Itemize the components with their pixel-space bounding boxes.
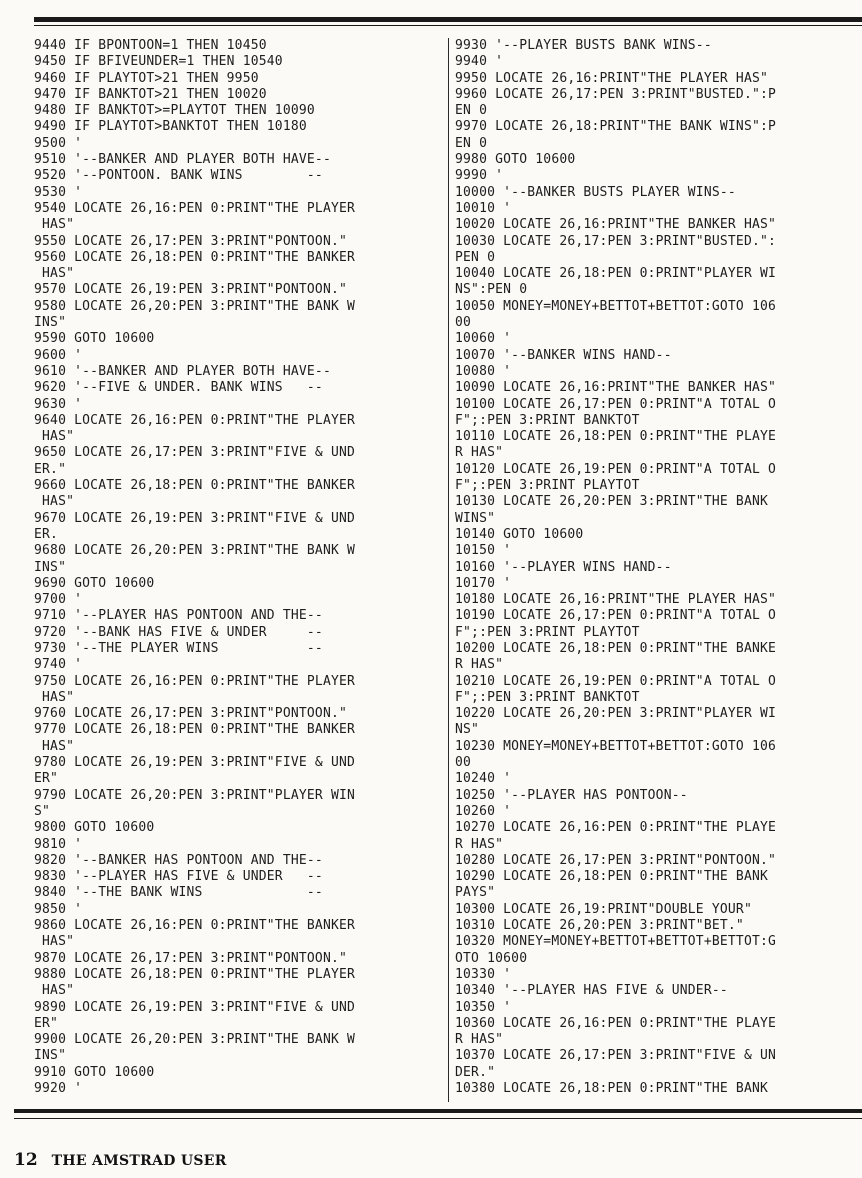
code-line: 9730 '--THE PLAYER WINS -- — [34, 640, 323, 656]
code-line: 10020 LOCATE 26,16:PRINT"THE BANKER HAS" — [455, 217, 777, 233]
code-line: 9670 LOCATE 26,19:PEN 3:PRINT"FIVE & UND — [34, 510, 356, 526]
code-line: 9600 ' — [34, 347, 83, 363]
code-line: 9760 LOCATE 26,17:PEN 3:PRINT"PONTOON." — [34, 706, 348, 722]
code-line: 9550 LOCATE 26,17:PEN 3:PRINT"PONTOON." — [34, 233, 348, 249]
listing-column-left — [34, 38, 444, 1097]
code-line: 00 — [455, 755, 472, 771]
code-line: 9820 '--BANKER HAS PONTOON AND THE-- — [34, 852, 323, 868]
code-line: F";:PEN 3:PRINT PLAYTOT — [455, 478, 640, 494]
code-line: 9590 GOTO 10600 — [34, 331, 155, 347]
code-line: 9580 LOCATE 26,20:PEN 3:PRINT"THE BANK W — [34, 298, 356, 314]
code-line: 10280 LOCATE 26,17:PEN 3:PRINT"PONTOON." — [455, 852, 777, 868]
code-line: 9480 IF BANKTOT>=PLAYTOT THEN 10090 — [34, 103, 315, 119]
code-line: OTO 10600 — [455, 950, 528, 966]
code-line: 10290 LOCATE 26,18:PEN 0:PRINT"THE BANK — [455, 869, 769, 885]
code-line: 9950 LOCATE 26,16:PRINT"THE PLAYER HAS" — [455, 70, 769, 86]
code-line: NS":PEN 0 — [455, 282, 528, 298]
code-line: 10030 LOCATE 26,17:PEN 3:PRINT"BUSTED.": — [455, 233, 777, 249]
code-line: ER. — [34, 526, 59, 542]
code-line: 10360 LOCATE 26,16:PEN 0:PRINT"THE PLAYE — [455, 1015, 777, 1031]
code-line: 10320 MONEY=MONEY+BETTOT+BETTOT+BETTOT:G — [455, 934, 777, 950]
code-line: 10250 '--PLAYER HAS PONTOON-- — [455, 787, 688, 803]
code-line: R HAS" — [455, 657, 504, 673]
code-line: 9640 LOCATE 26,16:PEN 0:PRINT"THE PLAYER — [34, 412, 356, 428]
code-line: 9530 ' — [34, 184, 83, 200]
code-line: PEN 0 — [455, 249, 496, 265]
code-line: 9510 '--BANKER AND PLAYER BOTH HAVE-- — [34, 152, 331, 168]
code-line: 9700 ' — [34, 592, 83, 608]
code-line: 10350 ' — [455, 999, 512, 1015]
code-line: 10000 '--BANKER BUSTS PLAYER WINS-- — [455, 184, 736, 200]
code-line: 9850 ' — [34, 901, 83, 917]
code-line: 10130 LOCATE 26,20:PEN 3:PRINT"THE BANK — [455, 494, 769, 510]
code-line: INS" — [34, 1048, 67, 1064]
code-line: 9860 LOCATE 26,16:PEN 0:PRINT"THE BANKER — [34, 918, 356, 934]
code-line: 10220 LOCATE 26,20:PEN 3:PRINT"PLAYER WI — [455, 706, 777, 722]
code-line: INS" — [34, 559, 67, 575]
code-line: HAS" — [34, 494, 75, 510]
code-line: 9800 GOTO 10600 — [34, 820, 155, 836]
code-line: 9460 IF PLAYTOT>21 THEN 9950 — [34, 70, 259, 86]
code-line: ER" — [34, 1015, 59, 1031]
code-line: 10340 '--PLAYER HAS FIVE & UNDER-- — [455, 983, 728, 999]
code-line: 9630 ' — [34, 396, 83, 412]
code-line: 9970 LOCATE 26,18:PRINT"THE BANK WINS":P — [455, 119, 777, 135]
code-line: R HAS" — [455, 836, 504, 852]
code-line: HAS" — [34, 983, 75, 999]
code-line: 10060 ' — [455, 331, 512, 347]
code-line: 10270 LOCATE 26,16:PEN 0:PRINT"THE PLAYE — [455, 820, 777, 836]
code-line: 9470 IF BANKTOT>21 THEN 10020 — [34, 86, 267, 102]
code-line: 10180 LOCATE 26,16:PRINT"THE PLAYER HAS" — [455, 592, 777, 608]
code-line: 9610 '--BANKER AND PLAYER BOTH HAVE-- — [34, 363, 331, 379]
code-line: NS" — [455, 722, 480, 738]
code-line: 9920 ' — [34, 1081, 83, 1096]
code-line: 00 — [455, 315, 472, 331]
code-line: 9790 LOCATE 26,20:PEN 3:PRINT"PLAYER WIN — [34, 787, 356, 803]
bottom-rule-thick — [14, 1109, 862, 1113]
code-line: EN 0 — [455, 135, 488, 151]
column-divider — [448, 38, 449, 1102]
code-line: 9890 LOCATE 26,19:PEN 3:PRINT"FIVE & UND — [34, 999, 356, 1015]
code-line: 10150 ' — [455, 543, 512, 559]
code-line: 9810 ' — [34, 836, 83, 852]
code-line: 9450 IF BFIVEUNDER=1 THEN 10540 — [34, 54, 283, 70]
code-line: 9830 '--PLAYER HAS FIVE & UNDER -- — [34, 869, 323, 885]
code-line: 9840 '--THE BANK WINS -- — [34, 885, 323, 901]
code-line: R HAS" — [455, 1032, 504, 1048]
code-line: 9570 LOCATE 26,19:PEN 3:PRINT"PONTOON." — [34, 282, 348, 298]
top-rule-thick — [34, 17, 862, 22]
code-line: 10210 LOCATE 26,19:PEN 0:PRINT"A TOTAL O — [455, 673, 777, 689]
code-line: ER." — [34, 461, 67, 477]
code-line: 10160 '--PLAYER WINS HAND-- — [455, 559, 672, 575]
code-line: 9900 LOCATE 26,20:PEN 3:PRINT"THE BANK W — [34, 1032, 356, 1048]
top-rule-thin — [34, 25, 862, 26]
code-line: WINS" — [455, 510, 496, 526]
code-line: 9910 GOTO 10600 — [34, 1064, 155, 1080]
code-line: 9520 '--PONTOON. BANK WINS -- — [34, 168, 323, 184]
code-line: 9500 ' — [34, 135, 83, 151]
publication-name: THE AMSTRAD USER — [51, 1153, 227, 1169]
code-line: HAS" — [34, 429, 75, 445]
code-line: 9440 IF BPONTOON=1 THEN 10450 — [34, 38, 267, 53]
page-footer — [14, 1150, 227, 1170]
code-line: 10330 ' — [455, 966, 512, 982]
code-line: HAS" — [34, 738, 75, 754]
code-line: 9660 LOCATE 26,18:PEN 0:PRINT"THE BANKER — [34, 478, 356, 494]
code-line: F";:PEN 3:PRINT BANKTOT — [455, 689, 640, 705]
listing-column-right — [455, 38, 859, 1097]
code-line: 9980 GOTO 10600 — [455, 152, 576, 168]
code-line: 9710 '--PLAYER HAS PONTOON AND THE-- — [34, 608, 323, 624]
code-line: 10300 LOCATE 26,19:PRINT"DOUBLE YOUR" — [455, 901, 752, 917]
code-line: 9650 LOCATE 26,17:PEN 3:PRINT"FIVE & UND — [34, 445, 356, 461]
code-line: 9690 GOTO 10600 — [34, 575, 155, 591]
code-line: 9870 LOCATE 26,17:PEN 3:PRINT"PONTOON." — [34, 950, 348, 966]
code-line: 9750 LOCATE 26,16:PEN 0:PRINT"THE PLAYER — [34, 673, 356, 689]
code-line: 9930 '--PLAYER BUSTS BANK WINS-- — [455, 38, 712, 53]
code-line: 10260 ' — [455, 803, 512, 819]
code-line: HAS" — [34, 934, 75, 950]
code-line: 9680 LOCATE 26,20:PEN 3:PRINT"THE BANK W — [34, 543, 356, 559]
code-line: PAYS" — [455, 885, 496, 901]
code-line: 10010 ' — [455, 200, 512, 216]
code-line: 10380 LOCATE 26,18:PEN 0:PRINT"THE BANK — [455, 1081, 769, 1096]
code-line: HAS" — [34, 689, 75, 705]
code-line: 10090 LOCATE 26,16:PRINT"THE BANKER HAS" — [455, 380, 777, 396]
code-line: 9990 ' — [455, 168, 504, 184]
code-line: 10240 ' — [455, 771, 512, 787]
code-line: 10080 ' — [455, 363, 512, 379]
code-line: 9770 LOCATE 26,18:PEN 0:PRINT"THE BANKER — [34, 722, 356, 738]
code-line: EN 0 — [455, 103, 488, 119]
code-line: 9740 ' — [34, 657, 83, 673]
code-line: 10170 ' — [455, 575, 512, 591]
code-line: 9560 LOCATE 26,18:PEN 0:PRINT"THE BANKER — [34, 249, 356, 265]
code-line: 10310 LOCATE 26,20:PEN 3:PRINT"BET." — [455, 918, 744, 934]
code-line: R HAS" — [455, 445, 504, 461]
code-line: 9880 LOCATE 26,18:PEN 0:PRINT"THE PLAYER — [34, 966, 356, 982]
code-line: 9540 LOCATE 26,16:PEN 0:PRINT"THE PLAYER — [34, 200, 356, 216]
code-line: 10200 LOCATE 26,18:PEN 0:PRINT"THE BANKE — [455, 640, 777, 656]
code-line: 10070 '--BANKER WINS HAND-- — [455, 347, 672, 363]
code-line: 10050 MONEY=MONEY+BETTOT+BETTOT:GOTO 106 — [455, 298, 777, 314]
code-line: DER." — [455, 1064, 496, 1080]
code-line: 10190 LOCATE 26,17:PEN 0:PRINT"A TOTAL O — [455, 608, 777, 624]
code-line: 9940 ' — [455, 54, 504, 70]
page-number: 12 — [14, 1150, 38, 1170]
code-line: 10120 LOCATE 26,19:PEN 0:PRINT"A TOTAL O — [455, 461, 777, 477]
code-line: 10040 LOCATE 26,18:PEN 0:PRINT"PLAYER WI — [455, 266, 777, 282]
code-line: F";:PEN 3:PRINT PLAYTOT — [455, 624, 640, 640]
code-line: HAS" — [34, 266, 75, 282]
bottom-rule-thin — [14, 1118, 862, 1119]
code-line: 10100 LOCATE 26,17:PEN 0:PRINT"A TOTAL O — [455, 396, 777, 412]
code-line: 9720 '--BANK HAS FIVE & UNDER -- — [34, 624, 323, 640]
code-line: S" — [34, 803, 51, 819]
code-line: HAS" — [34, 217, 75, 233]
code-line: 10230 MONEY=MONEY+BETTOT+BETTOT:GOTO 106 — [455, 738, 777, 754]
code-line: 9620 '--FIVE & UNDER. BANK WINS -- — [34, 380, 323, 396]
code-line: INS" — [34, 315, 67, 331]
code-line: 9960 LOCATE 26,17:PEN 3:PRINT"BUSTED.":P — [455, 86, 777, 102]
code-line: ER" — [34, 771, 59, 787]
code-line: F";:PEN 3:PRINT BANKTOT — [455, 412, 640, 428]
code-line: 10140 GOTO 10600 — [455, 526, 584, 542]
code-line: 10110 LOCATE 26,18:PEN 0:PRINT"THE PLAYE — [455, 429, 777, 445]
code-line: 10370 LOCATE 26,17:PEN 3:PRINT"FIVE & UN — [455, 1048, 777, 1064]
code-line: 9780 LOCATE 26,19:PEN 3:PRINT"FIVE & UND — [34, 755, 356, 771]
code-line: 9490 IF PLAYTOT>BANKTOT THEN 10180 — [34, 119, 307, 135]
